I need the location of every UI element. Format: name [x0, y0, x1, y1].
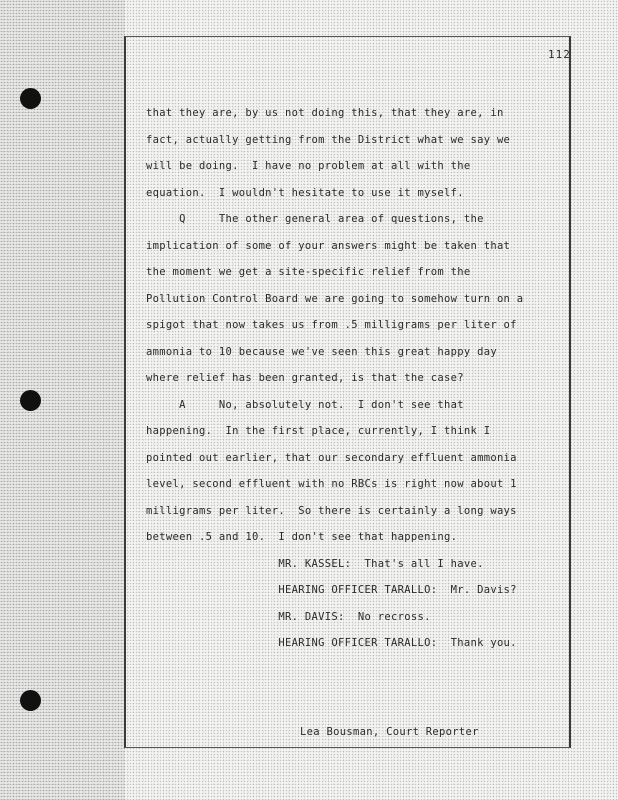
- transcript-line: pointed out earlier, that our secondary effluent ammonia: [146, 451, 517, 464]
- transcript-body: [146, 100, 570, 657]
- transcript-line: Pollution Control Board we are going to somehow turn on a: [146, 292, 524, 305]
- punch-hole-middle: [20, 390, 41, 411]
- transcript-line: ammonia to 10 because we've seen this great happy day: [146, 345, 497, 358]
- transcript-line: milligrams per liter. So there is certainly a long ways: [146, 504, 517, 517]
- court-reporter-signature: Lea Bousman, Court Reporter: [300, 726, 479, 738]
- transcript-line: between .5 and 10. I don't see that happening.: [146, 531, 458, 543]
- transcript-line: A No, absolutely not. I don't see that: [146, 398, 464, 411]
- transcript-line: that they are, by us not doing this, that they are, in: [146, 107, 504, 119]
- transcript-line: will be doing. I have no problem at all with the: [146, 160, 471, 172]
- punch-hole-top: [20, 88, 41, 109]
- transcript-line: HEARING OFFICER TARALLO: Mr. Davis?: [146, 584, 517, 596]
- transcript-line: Q The other general area of questions, the: [146, 213, 484, 225]
- transcript-line: HEARING OFFICER TARALLO: Thank you.: [146, 637, 517, 649]
- transcript-line: the moment we get a site-specific relief from the: [146, 266, 471, 278]
- punch-hole-bottom: [20, 690, 41, 711]
- transcript-line: spigot that now takes us from .5 milligrams per liter of: [146, 319, 517, 331]
- transcript-line: level, second effluent with no RBCs is right now about 1: [146, 478, 517, 490]
- transcript-line: implication of some of your answers might be taken that: [146, 239, 511, 252]
- transcript-line: happening. In the first place, currently, I think I: [146, 425, 491, 437]
- page-number: 112: [548, 48, 571, 61]
- transcript-line: where relief has been granted, is that the case?: [146, 372, 464, 384]
- page-margin-texture: [0, 0, 125, 800]
- transcript-line: MR. KASSEL: That's all I have.: [146, 557, 484, 570]
- transcript-line: MR. DAVIS: No recross.: [146, 610, 431, 623]
- transcript-line: fact, actually getting from the District what we say we: [146, 133, 511, 146]
- transcript-line: equation. I wouldn't hesitate to use it myself.: [146, 186, 464, 199]
